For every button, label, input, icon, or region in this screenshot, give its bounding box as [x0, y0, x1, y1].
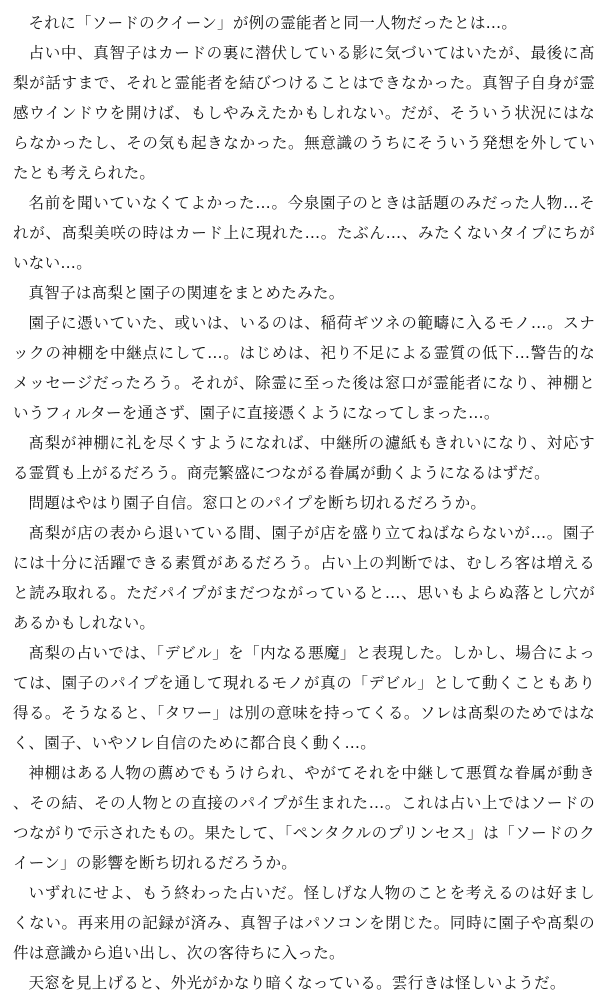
paragraph: 占い中、真智子はカードの裏に潜伏している影に気づいてはいたが、最後に髙梨が話すまで、それと霊能者を結びつけることはできなかった。真智子自身が霊感ウインドウを開けば、もしやみえたかもしれない。だが、そういう状況にはならなかったし、その気も起きなかった。無意識のうちにそういう発想を外していたとも考えられた。	[13, 44, 595, 182]
paragraph: 天窓を見上げると、外光がかなり暗くなっている。雲行きは怪しいようだ。	[28, 974, 566, 992]
paragraph: 髙梨の占いでは、「デビル」を「内なる悪魔」と表現した。しかし、場合によっては、園子のパイプを通して現れるモノが真の「デビル」として動くこともあり得る。そうなると、「タワー」は別の意味を持ってくる。ソレは髙梨のためではなく、園子、いやソレ自信のために都合良く動く…。	[13, 644, 595, 752]
paragraph: 名前を聞いていなくてよかった…。今泉園子のときは話題のみだった人物…それが、髙梨美咲の時はカード上に現れた…。たぶん…、みたくないタイプにちがいない…。	[13, 194, 595, 272]
paragraph: いずれにせよ、もう終わった占いだ。怪しげな人物のことを考えるのは好ましくない。再来用の記録が済み、真智子はパソコンを閉じた。同時に園子や髙梨の件は意識から追い出し、次の客待ちに入った。	[13, 884, 595, 962]
paragraph: 髙梨が神棚に礼を尽くすようになれば、中継所の濾紙もきれいになり、対応する霊質も上がるだろう。商売繁盛につながる眷属が動くようになるはずだ。	[13, 434, 595, 482]
paragraph: 髙梨が店の表から退いている間、園子が店を盛り立てねばならないが…。園子には十分に活躍できる素質があるだろう。占い上の判断では、むしろ客は増えると読み取れる。ただパイプがまだつながっていると…、思いもよらぬ落とし穴があるかもしれない。	[13, 524, 595, 632]
paragraph: それに「ソードのクイーン」が例の霊能者と同一人物だったとは…。	[28, 14, 518, 32]
paragraph: 問題はやはり園子自信。窓口とのパイプを断ち切れるだろうか。	[28, 494, 487, 512]
paragraph: 神棚はある人物の薦めでもうけられ、やがてそれを中継して悪質な眷属が動き、その結、その人物との直接のパイプが生まれた…。これは占い上ではソードのつながりで示されたもの。果たして、「ペンタクルのプリンセス」は「ソードのクイーン」の影響を断ち切れるだろうか。	[13, 764, 595, 872]
paragraph: 真智子は髙梨と園子の関連をまとめたみた。	[28, 284, 345, 302]
paragraph: 園子に憑いていた、或いは、いるのは、稲荷ギツネの範疇に入るモノ…。スナックの神棚を中継点にして…。はじめは、祀り不足による霊質の低下…警告的なメッセージだったろう。それが、除霊に至った後は窓口が霊能者になり、神棚というフィルターを通さず、園子に直接憑くようになってしまった…。	[13, 314, 595, 422]
document-page	[13, 8, 595, 998]
